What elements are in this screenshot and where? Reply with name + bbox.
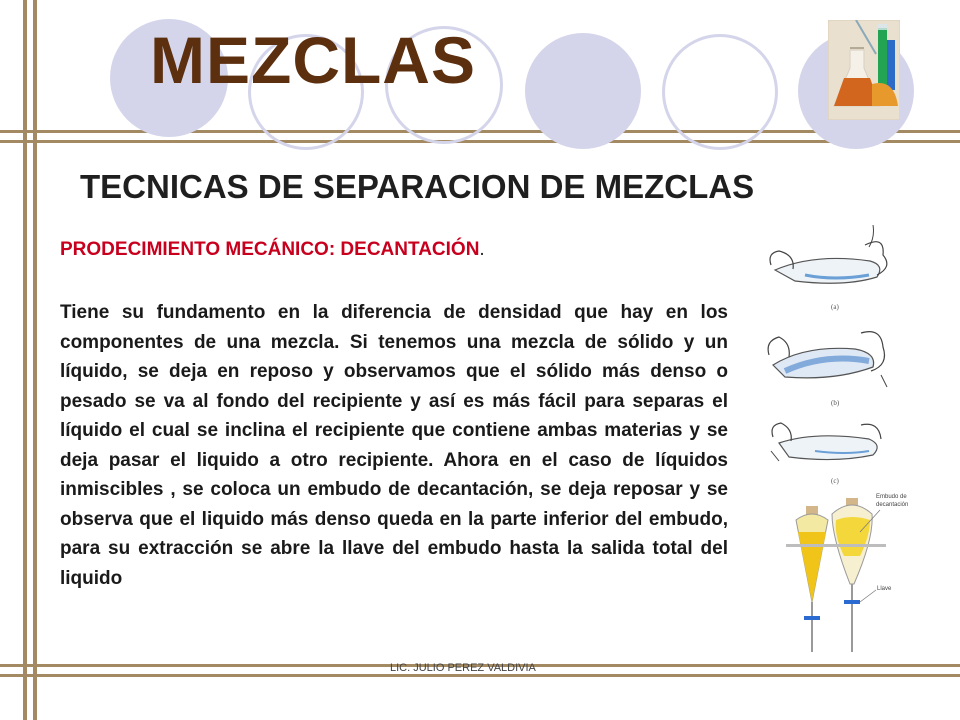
deco-circle-4 <box>525 33 641 149</box>
frame-line-top-2 <box>0 140 960 143</box>
decantation-step-b <box>768 332 887 407</box>
frame-line-vertical-right <box>33 0 37 720</box>
section-heading-text: PRODECIMIENTO MECÁNICO: DECANTACIÓN <box>60 239 480 260</box>
slide-title: MEZCLAS <box>150 23 476 97</box>
decantation-steps-illustration <box>765 225 915 490</box>
section-heading <box>60 239 485 261</box>
decantation-step-c <box>771 423 881 485</box>
step-label-a: (a) <box>831 303 839 311</box>
funnel-label-2: decantación <box>876 502 909 508</box>
deco-circle-5 <box>662 34 778 150</box>
footer-author: LIC. JULIO PEREZ VALDIVIA <box>390 662 536 674</box>
laboratory-flasks-image <box>828 20 900 120</box>
body-paragraph: Tiene su fundamento en la diferencia de densidad que hay en los componentes de una mezcla. Si tenemos una mezcla de sólido y un líquido, se deja en reposo y observamos que el sólido más denso o pesado se va al fondo del recipiente y así es más fácil para separas el líquido el cual se inclina el recipiente que contiene ambas materias y se deja pasar el liquido a otro recipiente. Ahora en el caso de líquidos inmiscibles , se coloca un embudo de decantación, se deja reposar y se observa que el liquido más denso queda en la parte inferior del embudo, para su extracción se abre la llave del embudo hasta la salida total del liquido <box>60 302 728 589</box>
funnel-label-1: Embudo de <box>876 494 907 500</box>
slide-subtitle: TECNICAS DE SEPARACION DE MEZCLAS <box>80 168 755 205</box>
section-heading-punct: . <box>479 239 485 260</box>
frame-line-vertical-left <box>23 0 27 720</box>
frame-line-bottom-2 <box>0 674 960 677</box>
funnel-label-valve: Llave <box>877 586 892 592</box>
step-label-b: (b) <box>831 399 840 407</box>
decantation-step-a <box>770 225 887 311</box>
separatory-funnels-illustration <box>776 492 916 657</box>
step-label-c: (c) <box>831 477 839 485</box>
